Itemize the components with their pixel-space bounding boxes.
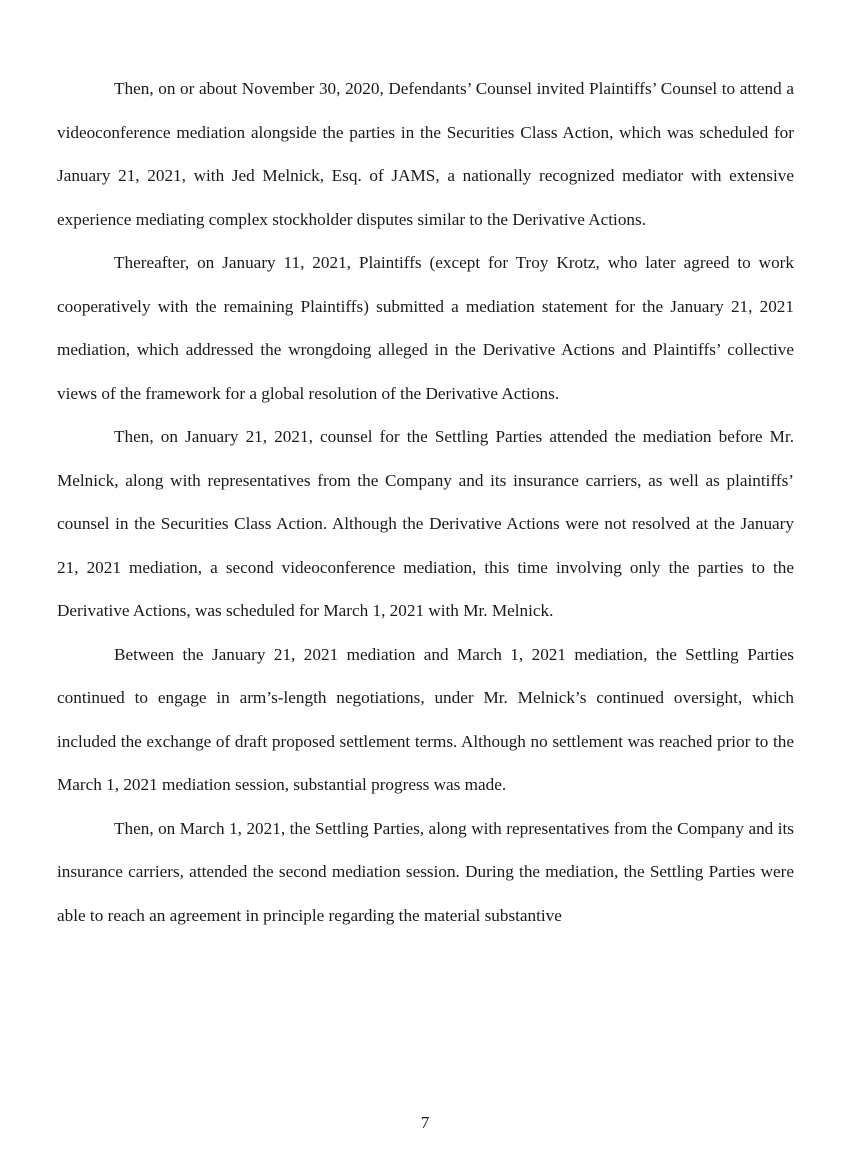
body-text: [57, 67, 794, 937]
paragraph-mediation-statement: Thereafter, on January 11, 2021, Plaintiffs (except for Troy Krotz, who later agreed to work cooperatively with the remaining Plaintiffs) submitted a mediation statement for the January 21, 2021 mediation, which addressed the wrongdoing alleged in the Derivative Actions and Plaintiffs’ collective views of the framework for a global resolution of the Derivative Actions.: [57, 253, 794, 403]
paragraph-negotiations: Between the January 21, 2021 mediation and March 1, 2021 mediation, the Settling Parties continued to engage in arm’s-length negotiations, under Mr. Melnick’s continued oversight, which included the exchange of draft proposed settlement terms. Although no settlement was reached prior to the March 1, 2021 mediation session, substantial progress was made.: [57, 644, 794, 794]
page-number: 7: [420, 1113, 430, 1132]
paragraph-first-mediation: Then, on January 21, 2021, counsel for the Settling Parties attended the mediation before Mr. Melnick, along with representatives from the Company and its insurance carriers, as well as plaintiffs’ counsel in the Securities Class Action. Although the Derivative Actions were not resolved at the January 21, 2021 mediation, a second videoconference mediation, this time involving only the parties to the Derivative Actions, was scheduled for March 1, 2021 with Mr. Melnick.: [57, 427, 794, 620]
paragraph-mediation-invitation: Then, on or about November 30, 2020, Defendants’ Counsel invited Plaintiffs’ Counsel to attend a videoconference mediation alongside the parties in the Securities Class Action, which was scheduled for January 21, 2021, with Jed Melnick, Esq. of JAMS, a nationally recognized mediator with extensive experience mediating complex stockholder disputes similar to the Derivative Actions.: [57, 79, 794, 229]
paragraph-second-mediation: Then, on March 1, 2021, the Settling Parties, along with representatives from the Company and its insurance carriers, attended the second mediation session. During the mediation, the Settling Parties were able to reach an agreement in principle regarding the material substantive: [57, 818, 794, 925]
